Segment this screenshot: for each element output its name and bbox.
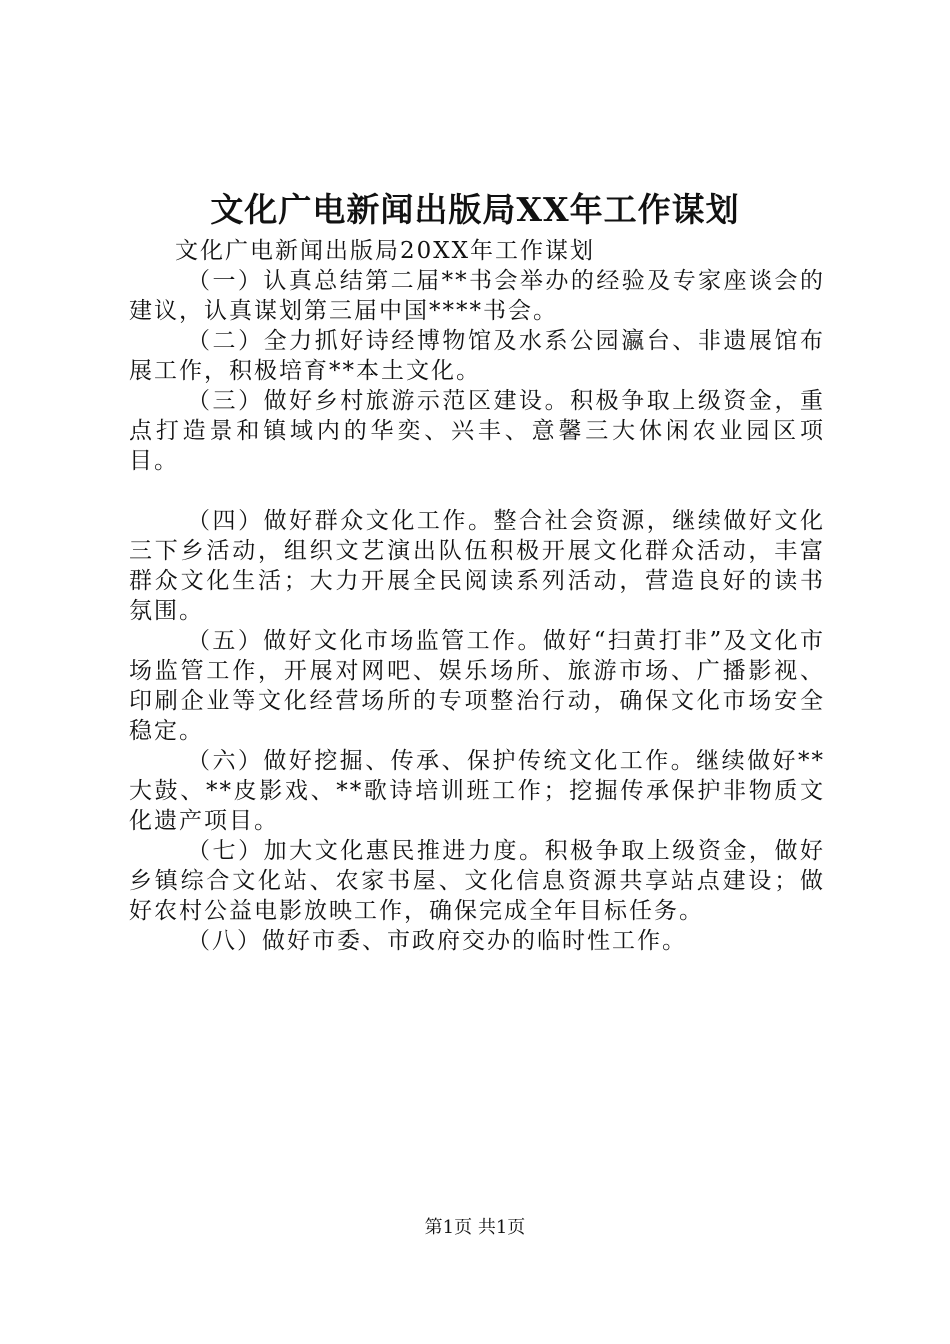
paragraph-1: （一）认真总结第二届**书会举办的经验及专家座谈会的建议，认真谋划第三届中国****书会。 <box>129 268 825 324</box>
paragraph-6: （六）做好挖掘、传承、保护传统文化工作。继续做好**大鼓、**皮影戏、**歌诗培训班工作；挖掘传承保护非物质文化遗产项目。 <box>129 748 825 834</box>
paragraph-8: （八）做好市委、市政府交办的临时性工作。 <box>187 928 687 954</box>
paragraph-3: （三）做好乡村旅游示范区建设。积极争取上级资金，重点打造景和镇域内的华奕、兴丰、意馨三大休闲农业园区项目。 <box>129 388 825 474</box>
document-title: 文化广电新闻出版局XX年工作谋划 <box>210 190 740 229</box>
paragraph-2: （二）全力抓好诗经博物馆及水系公园瀛台、非遗展馆布展工作，积极培育**本土文化。 <box>129 328 825 384</box>
page-footer: 第1页 共1页 <box>424 1217 526 1238</box>
paragraph-5: （五）做好文化市场监管工作。做好“扫黄打非”及文化市场监管工作，开展对网吧、娱乐场所、旅游市场、广播影视、印刷企业等文化经营场所的专项整治行动，确保文化市场安全稳定。 <box>129 628 825 744</box>
paragraph-4: （四）做好群众文化工作。整合社会资源，继续做好文化三下乡活动，组织文艺演出队伍积极开展文化群众活动，丰富群众文化生活；大力开展全民阅读系列活动，营造良好的读书氛围。 <box>129 508 825 624</box>
document-subtitle: 文化广电新闻出版局20XX年工作谋划 <box>175 238 596 264</box>
document-body <box>129 236 825 956</box>
paragraph-7: （七）加大文化惠民推进力度。积极争取上级资金，做好乡镇综合文化站、农家书屋、文化信息资源共享站点建设；做好农村公益电影放映工作，确保完成全年目标任务。 <box>129 838 825 924</box>
